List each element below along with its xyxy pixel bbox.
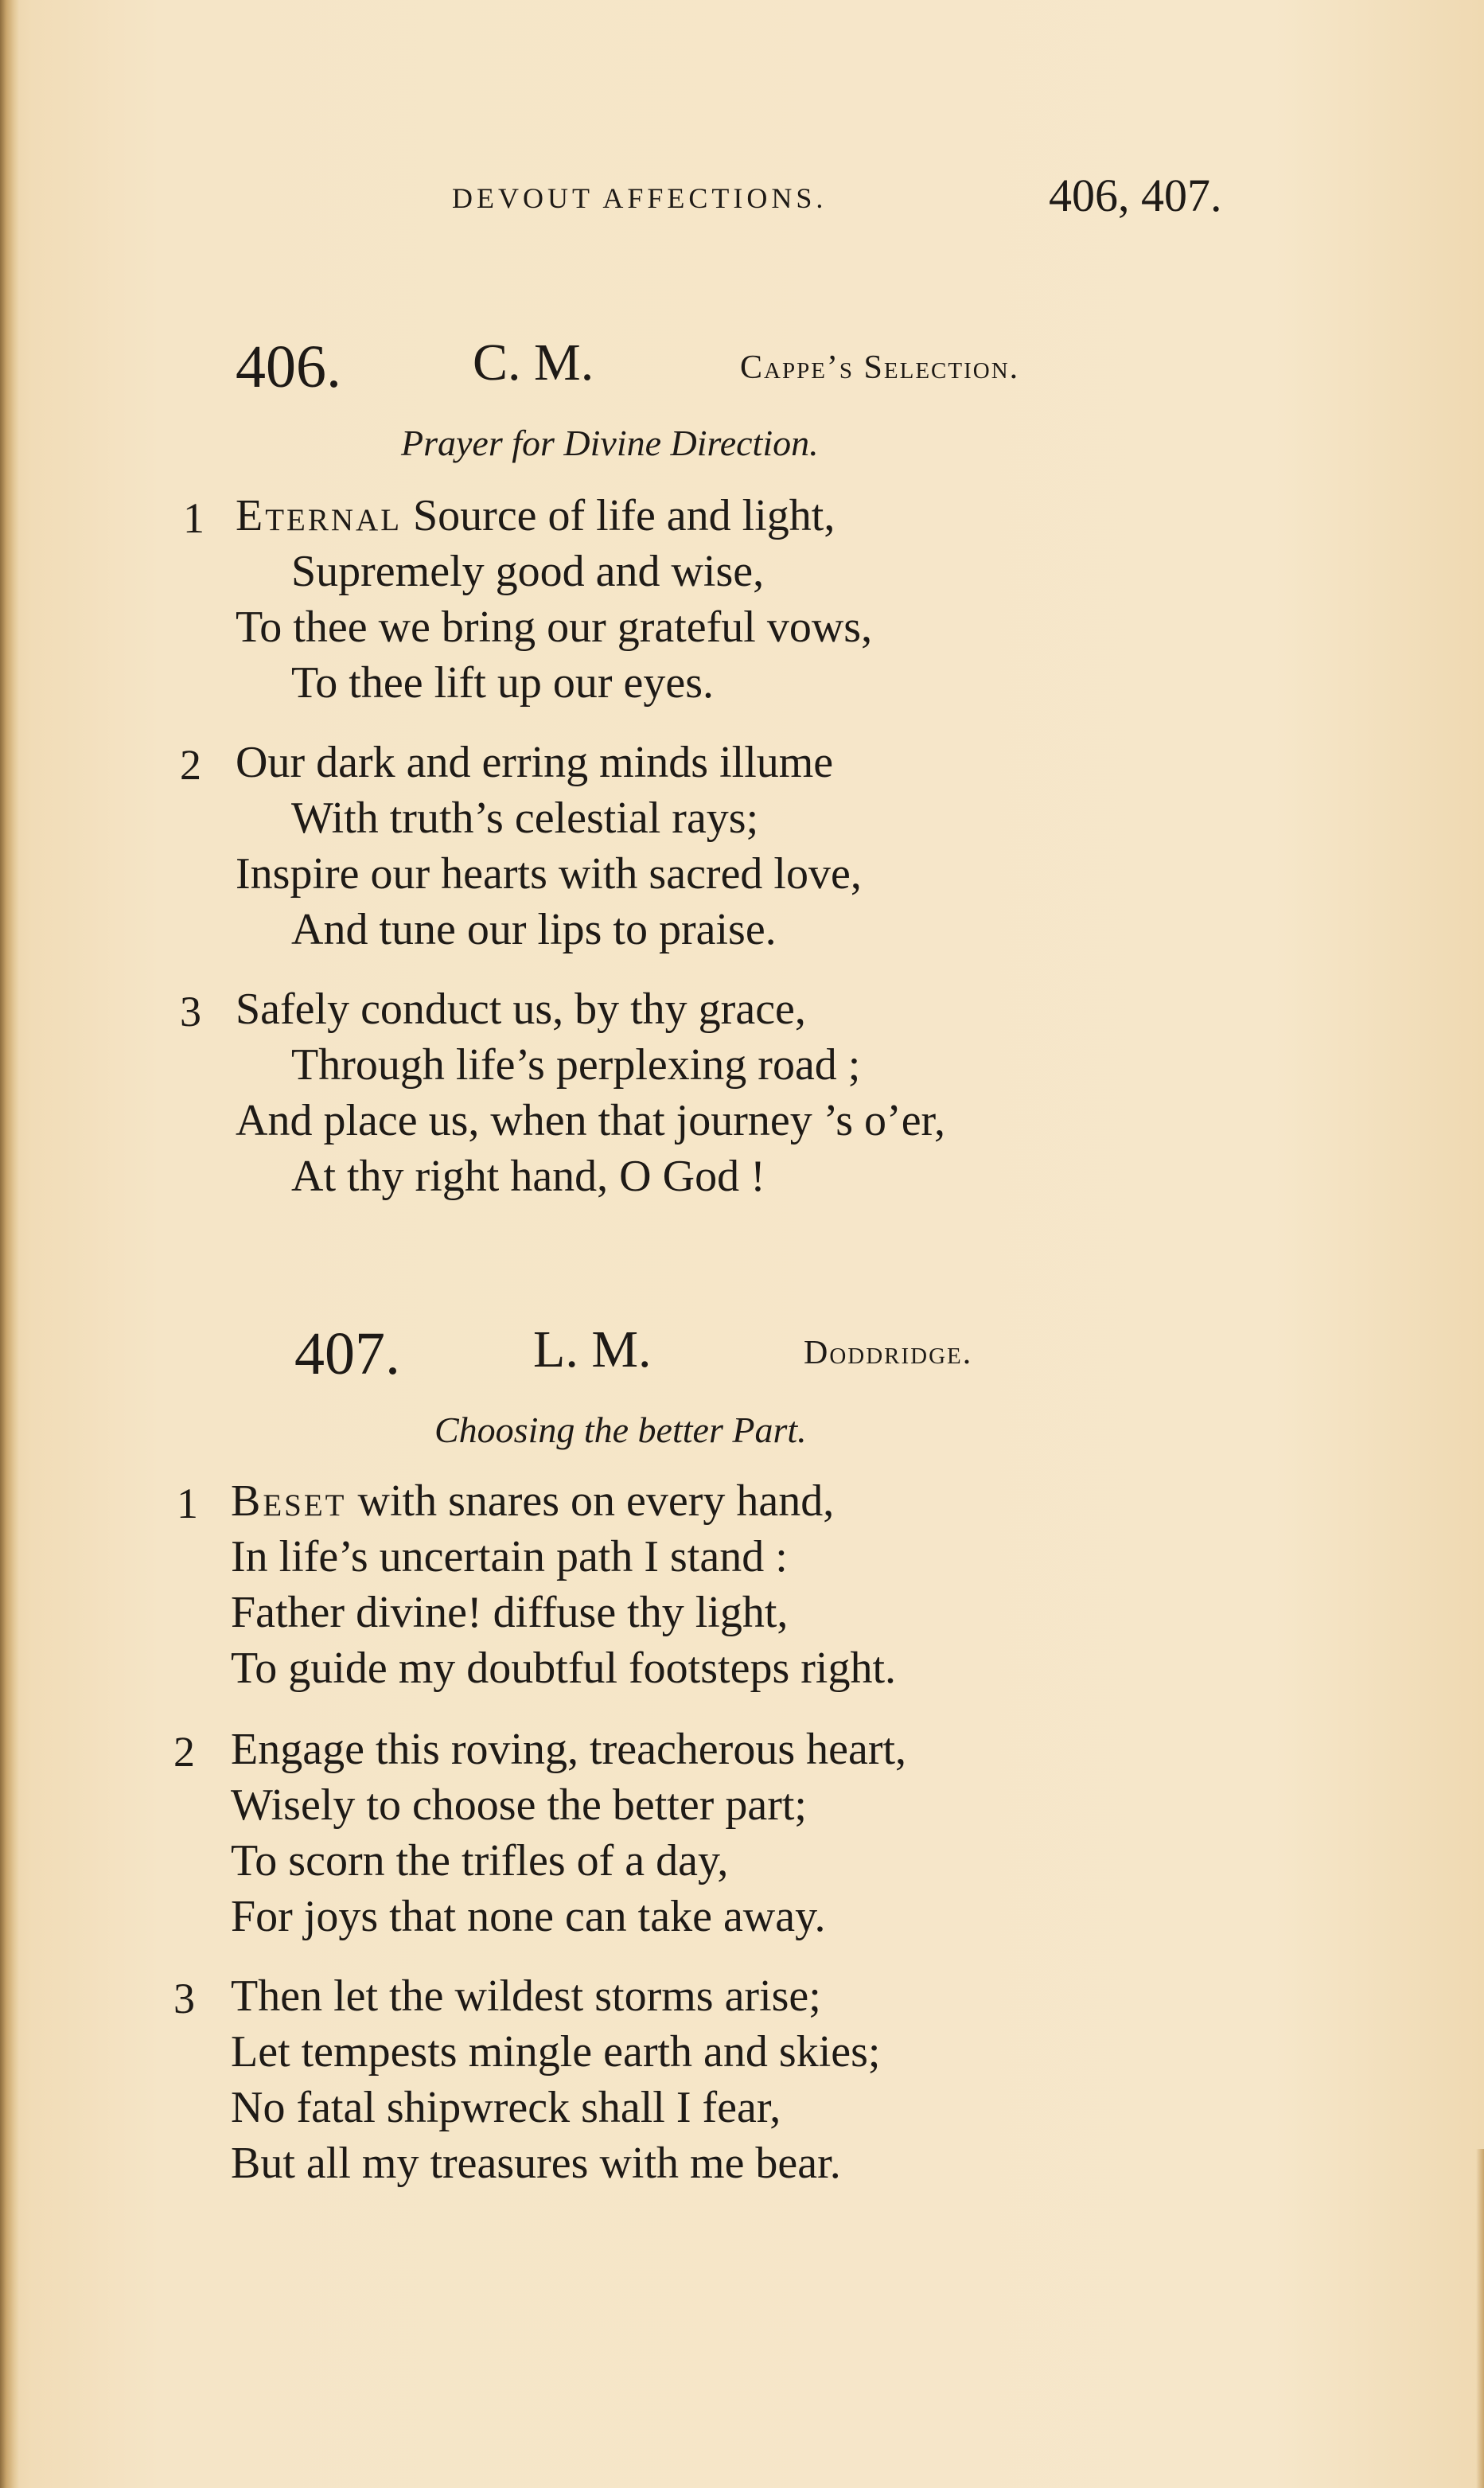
verse-line: In life’s uncertain path I stand : bbox=[231, 1532, 788, 1581]
verse-number: 1 bbox=[177, 1480, 198, 1527]
verse-number: 3 bbox=[173, 1975, 195, 2022]
verse-line: Safely conduct us, by thy grace, bbox=[236, 985, 806, 1034]
hymn-number: 406. bbox=[236, 333, 341, 400]
verse-line: To scorn the trifles of a day, bbox=[231, 1836, 729, 1885]
verse-line bbox=[231, 1476, 834, 1527]
verse-line: Let tempests mingle earth and skies; bbox=[231, 2027, 881, 2077]
verse-number: 2 bbox=[180, 741, 201, 789]
verse-line: Then let the wildest storms arise; bbox=[231, 1971, 821, 2021]
verse-line: To thee lift up our eyes. bbox=[291, 658, 715, 708]
verse-line: For joys that none can take away. bbox=[231, 1892, 826, 1941]
hymn-meter: C. M. bbox=[473, 333, 594, 392]
verse-line: To thee we bring our grateful vows, bbox=[236, 603, 873, 652]
verse-line: But all my treasures with me bear. bbox=[231, 2139, 841, 2188]
hymn-number: 407. bbox=[294, 1320, 400, 1387]
verse-number: 2 bbox=[173, 1728, 195, 1776]
verse-line: And place us, when that journey ’s o’er, bbox=[236, 1096, 945, 1145]
verse-line: Wisely to choose the better part; bbox=[231, 1780, 807, 1830]
page-edge-shadow bbox=[1476, 2149, 1484, 2488]
verse-line: Our dark and erring minds illume bbox=[236, 738, 834, 787]
verse-line: Engage this roving, treacherous heart, bbox=[231, 1725, 907, 1774]
hymn-author: Cappe’s Selection. bbox=[740, 349, 1020, 386]
verse-line: And tune our lips to praise. bbox=[291, 905, 777, 954]
verse-line: At thy right hand, O God ! bbox=[291, 1152, 765, 1201]
book-spine-edge bbox=[0, 0, 19, 2488]
running-head: DEVOUT AFFECTIONS. bbox=[452, 182, 828, 214]
verse-line bbox=[236, 490, 835, 541]
verse-number: 1 bbox=[183, 494, 204, 542]
verse-line: Through life’s perplexing road ; bbox=[291, 1040, 861, 1090]
verse-line: To guide my doubtful footsteps right. bbox=[231, 1644, 897, 1693]
verse-line: Supremely good and wise, bbox=[291, 547, 765, 596]
verse-first-line-rest: Source of life and light, bbox=[402, 491, 835, 540]
verse-line: Father divine! diffuse thy light, bbox=[231, 1588, 789, 1637]
verse-line: No fatal shipwreck shall I fear, bbox=[231, 2083, 781, 2132]
verse-first-line-rest: with snares on every hand, bbox=[346, 1476, 835, 1526]
verse-line: Inspire our hearts with sacred love, bbox=[236, 849, 862, 899]
hymn-meter: L. M. bbox=[533, 1320, 652, 1379]
hymn-title: Choosing the better Part. bbox=[434, 1410, 807, 1450]
hymn-author: Doddridge. bbox=[804, 1335, 973, 1371]
verse-first-word: Beset bbox=[231, 1476, 347, 1526]
hymn-title: Prayer for Divine Direction. bbox=[401, 423, 819, 463]
verse-line: With truth’s celestial rays; bbox=[291, 794, 759, 843]
verse-first-word: Eternal bbox=[236, 491, 403, 540]
verse-number: 3 bbox=[180, 988, 201, 1035]
page-numbers: 406, 407. bbox=[1049, 170, 1222, 221]
